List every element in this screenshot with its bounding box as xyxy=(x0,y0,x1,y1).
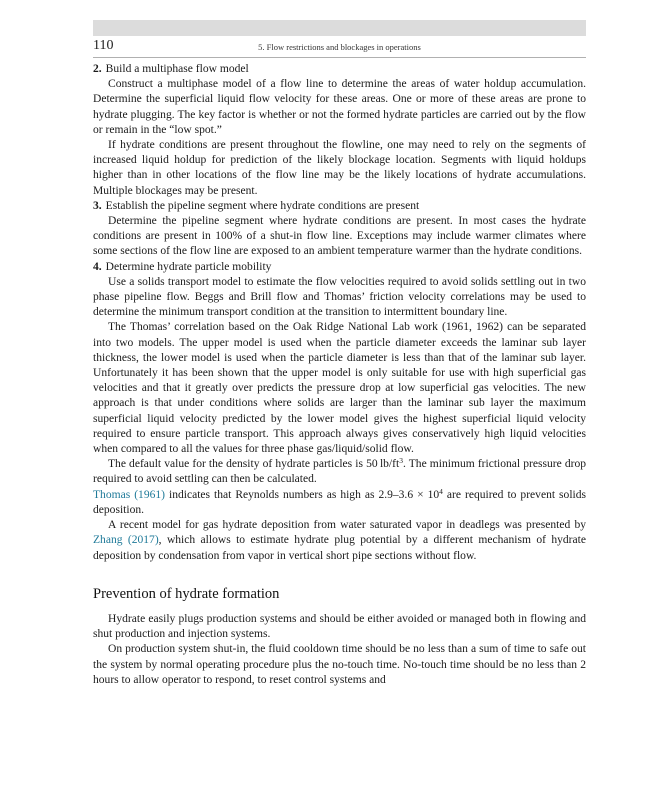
zhang-text: A recent model for gas hydrate deposition from water saturated vapor in deadlegs was presented by xyxy=(108,519,586,532)
body-paragraph: Determine the pipeline segment where hydrate conditions are present. In most cases the hydrate conditions are present in 100% of a shut-in flow line. Exceptions may include warmer climates where some sections of the flow line are exposed to an ambient temperature warmer than the hydrate conditions. xyxy=(93,215,586,258)
list-item-heading xyxy=(93,199,586,214)
body-paragraph: The Thomas’ correlation based on the Oak Ridge National Lab work (1961, 1962) can be separated into two models. The upper model is used when the particle diameter exceeds the laminar sub layer thickness, the lower model is used when the particle diameter is less than that of the laminar sub layer. Unfortunately it has been shown that the upper model is only suitable for use with high superficial gas velocities and that it greatly over predicts the pressure drop at low superficial gas velocities. The new approach is that under conditions where solids are larger than the laminar sub layer the maximum superficial liquid velocity predicted by the lower model gives the highest superficial liquid velocity required to ensure particle transport. This approach always gives conservatively high liquid velocities when compared to all the values for three phase gas/liquid/solid flow. xyxy=(93,321,586,456)
zhang-paragraph xyxy=(93,518,586,564)
citation-link-thomas[interactable]: Thomas (1961) xyxy=(93,488,165,501)
list-item-number: 4. xyxy=(93,260,102,273)
section-heading: Prevention of hydrate formation xyxy=(93,585,280,602)
superscript: 3 xyxy=(399,456,403,466)
body-paragraph: If hydrate conditions are present throughout the flowline, one may need to rely on the segments of increased liquid holdup for prediction of the likely blockage location. Segments with liquid holdups higher than in other locations of the flow line may be the likely locations of hydrate accumulations. Multiple blockages may be present. xyxy=(93,139,586,197)
body-paragraph: On production system shut-in, the fluid cooldown time should be no less than a sum of time to safe out the system by normal operating procedure plus the no-touch time. No-touch time should be no less than 2 hours to allow operator to respond, to reset control systems and xyxy=(93,643,586,686)
density-text: The default value for the density of hydrate particles is 50 lb/ft xyxy=(108,458,400,471)
body-paragraph: Hydrate easily plugs production systems and should be either avoided or managed both in flowing and shut production and injection systems. xyxy=(93,612,586,641)
list-item-heading xyxy=(93,62,586,77)
chapter-title: 5. Flow restrictions and blockages in operations xyxy=(258,42,421,52)
list-item-number: 2. xyxy=(93,63,102,75)
list-item-number: 3. xyxy=(93,199,102,212)
body-paragraph: Construct a multiphase model of a flow line to determine the areas of water holdup accumulation. Determine the superficial liquid flow velocity for these areas. One or more of these areas are prone to hydrate plugging. The key factor is whether or not the formed hydrate particles are carried out by the flow or remain in the “low spot.” xyxy=(93,78,586,136)
header-bar xyxy=(93,20,586,36)
thomas-paragraph xyxy=(93,488,586,518)
list-item-heading xyxy=(93,260,586,275)
density-text-end: . The minimum frictional pressure drop required to avoid settling can then be calculated. xyxy=(93,458,586,486)
zhang-text-end: , which allows to estimate hydrate plug potential by a different mechanism of hydrate deposition by condensation from vapor in vertical short pipe sections without flow. xyxy=(93,534,586,562)
list-item-title: Determine hydrate particle mobility xyxy=(105,260,272,273)
superscript: 4 xyxy=(439,486,443,496)
body-paragraph: Use a solids transport model to estimate the flow velocities required to avoid solids settling out in two phase pipeline flow. Beggs and Brill flow and Thomas’ friction velocity correlations may be used to determine the minimum transport condition at the transition to intermittent boundary line. xyxy=(93,275,586,319)
page-number: 110 xyxy=(93,38,114,53)
density-paragraph xyxy=(93,457,586,487)
list-item-title: Build a multiphase flow model xyxy=(105,63,249,75)
page-body xyxy=(93,62,586,688)
thomas-text: indicates that Reynolds numbers as high as 2.9–3.6 × 10 xyxy=(164,488,440,501)
list-item-title: Establish the pipeline segment where hydrate conditions are present xyxy=(105,199,420,212)
citation-link-zhang[interactable]: Zhang (2017) xyxy=(93,534,159,547)
running-head xyxy=(93,37,586,58)
thomas-text-end: are required to prevent solids deposition. xyxy=(93,488,587,516)
